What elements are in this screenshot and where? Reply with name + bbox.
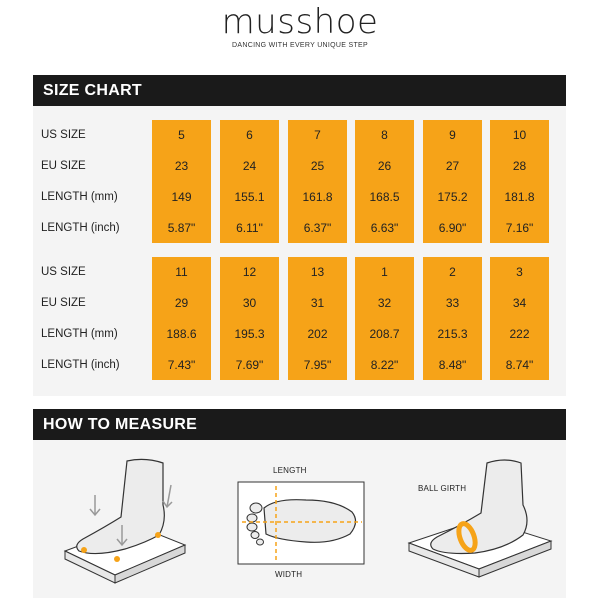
size-column: [152, 257, 211, 380]
length-label: LENGTH: [273, 466, 307, 475]
size-cell: 12: [242, 265, 257, 279]
size-cell: 6.90": [438, 221, 467, 235]
foot-ball-girth-diagram: [405, 455, 555, 590]
row-label: LENGTH (inch): [41, 222, 120, 234]
size-column: [355, 257, 414, 380]
size-column: [288, 257, 347, 380]
size-column: [423, 257, 482, 380]
size-cell: 6.63": [370, 221, 399, 235]
size-cell: 25: [310, 159, 325, 173]
size-cell: 3: [516, 265, 523, 279]
size-column: [152, 120, 211, 243]
size-cell: 10: [512, 128, 527, 142]
size-cell: 28: [512, 159, 527, 173]
size-cell: 26: [377, 159, 392, 173]
foot-top-length-width-diagram: [236, 478, 366, 568]
size-cell: 24: [242, 159, 257, 173]
size-cell: 34: [512, 296, 527, 310]
foot-side-measure-diagram: [55, 455, 195, 590]
row-label: US SIZE: [41, 266, 86, 278]
size-column: [490, 120, 549, 243]
row-label: LENGTH (inch): [41, 359, 120, 371]
ball-girth-label: BALL GIRTH: [418, 484, 467, 493]
size-cell: 6.37": [303, 221, 332, 235]
size-cell: 11: [175, 265, 188, 279]
size-column: [355, 120, 414, 243]
size-cell: 8.74": [505, 358, 534, 372]
size-cell: 2: [449, 265, 456, 279]
row-label: LENGTH (mm): [41, 191, 118, 203]
brand-logo: musshoe: [221, 2, 379, 42]
size-column: [423, 120, 482, 243]
size-cell: 27: [445, 159, 460, 173]
size-cell: 208.7: [369, 327, 400, 341]
size-cell: 175.2: [437, 190, 468, 204]
size-cell: 23: [174, 159, 189, 173]
row-label: LENGTH (mm): [41, 328, 118, 340]
size-cell: 202: [307, 327, 328, 341]
size-cell: 8.48": [438, 358, 467, 372]
size-cell: 155.1: [234, 190, 265, 204]
size-column: [288, 120, 347, 243]
size-chart-header: SIZE CHART: [33, 75, 566, 106]
size-cell: 195.3: [234, 327, 265, 341]
size-cell: 1: [381, 265, 388, 279]
size-cell: 13: [310, 265, 325, 279]
size-cell: 5.87": [167, 221, 196, 235]
size-column: [220, 120, 279, 243]
size-cell: 9: [449, 128, 456, 142]
size-cell: 8: [381, 128, 388, 142]
size-cell: 33: [445, 296, 460, 310]
size-column: [490, 257, 549, 380]
size-cell: 29: [174, 296, 189, 310]
size-cell: 215.3: [437, 327, 468, 341]
size-cell: 6.11": [236, 221, 263, 235]
size-cell: 222: [509, 327, 530, 341]
row-label: EU SIZE: [41, 297, 86, 309]
size-cell: 6: [246, 128, 253, 142]
size-cell: 168.5: [369, 190, 400, 204]
size-cell: 7: [314, 128, 321, 142]
size-cell: 7.95": [303, 358, 332, 372]
size-cell: 8.22": [370, 358, 399, 372]
size-cell: 5: [178, 128, 185, 142]
size-cell: 7.69": [235, 358, 264, 372]
size-cell: 149: [171, 190, 192, 204]
size-cell: 31: [310, 296, 325, 310]
size-cell: 161.8: [302, 190, 333, 204]
size-column: [220, 257, 279, 380]
row-label: EU SIZE: [41, 160, 86, 172]
size-cell: 188.6: [166, 327, 197, 341]
row-label: US SIZE: [41, 129, 86, 141]
size-cell: 7.43": [167, 358, 196, 372]
size-cell: 30: [242, 296, 257, 310]
size-cell: 181.8: [504, 190, 535, 204]
brand-tagline: DANCING WITH EVERY UNIQUE STEP: [232, 42, 368, 49]
size-cell: 32: [377, 296, 392, 310]
how-to-measure-header: HOW TO MEASURE: [33, 409, 566, 440]
size-cell: 7.16": [505, 221, 534, 235]
width-label: WIDTH: [275, 570, 303, 579]
